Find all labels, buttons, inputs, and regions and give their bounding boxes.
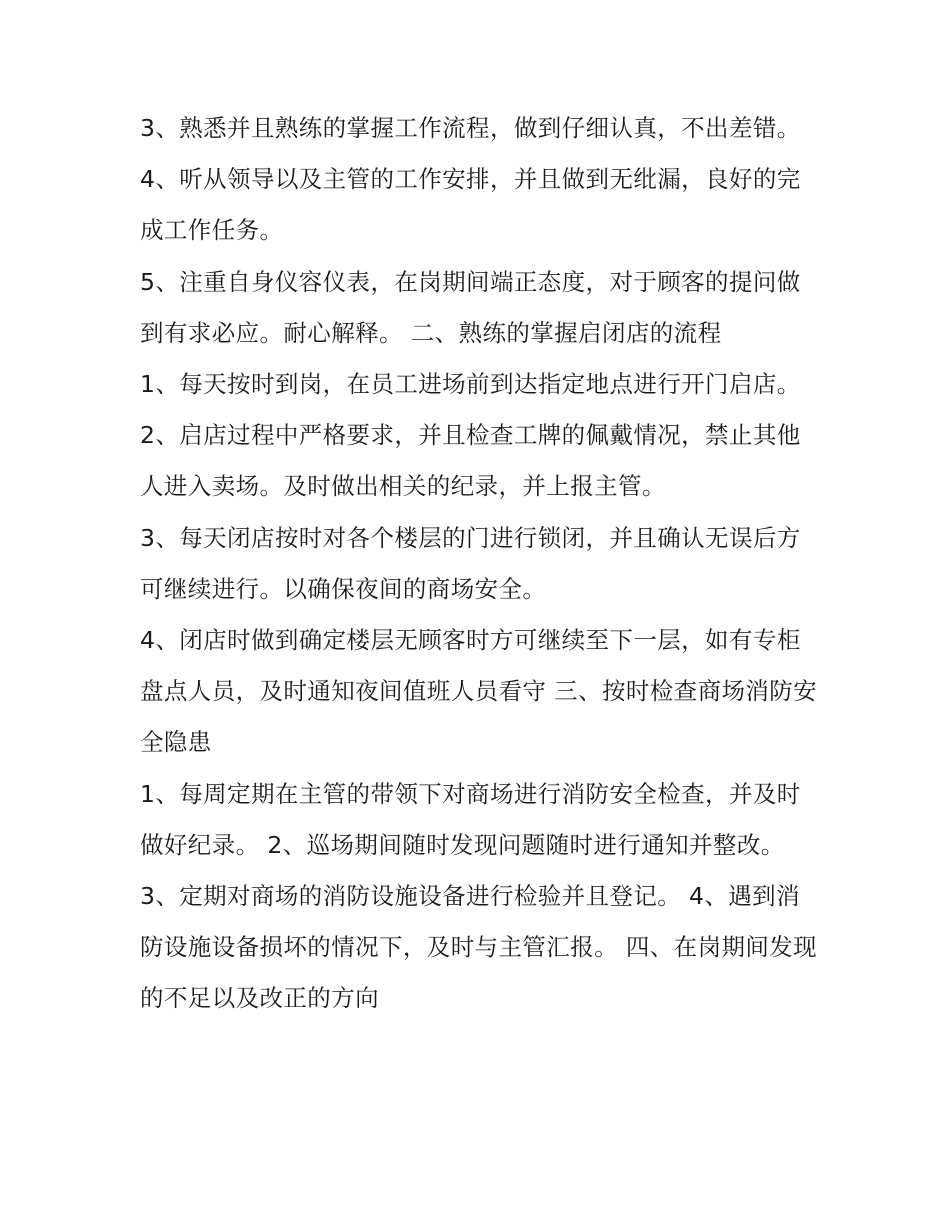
paragraph-2: 5、注重自身仪容仪表，在岗期间端正态度，对于顾客的提问做到有求必应。耐心解释。 二、熟练的掌握启闭店的流程 [140, 267, 801, 347]
paragraph-3: 1、每天按时到岗，在员工进场前到达指定地点进行开门启店。 [140, 370, 801, 399]
paragraph-8: 3、定期对商场的消防设施设备进行检验并且登记。 4、遇到消防设施设备损坏的情况下，及时与主管汇报。 四、在岗期间发现的不足以及改正的方向 [140, 882, 818, 1013]
document-body [140, 103, 820, 1025]
paragraph-6: 4、闭店时做到确定楼层无顾客时方可继续至下一层，如有专柜盘点人员，及时通知夜间值班人员看守 三、按时检查商场消防安全隐患 [140, 626, 818, 757]
paragraph-4: 2、启店过程中严格要求，并且检查工牌的佩戴情况，禁止其他人进入卖场。及时做出相关的纪录，并上报主管。 [140, 421, 801, 501]
paragraph-5: 3、每天闭店按时对各个楼层的门进行锁闭，并且确认无误后方可继续进行。以确保夜间的商场安全。 [140, 523, 801, 603]
paragraph-7: 1、每周定期在主管的带领下对商场进行消防安全检查，并及时做好纪录。 2、巡场期间随时发现问题随时进行通知并整改。 [140, 779, 801, 859]
paragraph-1: 3、熟悉并且熟练的掌握工作流程，做到仔细认真，不出差错。 4、听从领导以及主管的工作安排，并且做到无纰漏，良好的完成工作任务。 [140, 114, 801, 245]
